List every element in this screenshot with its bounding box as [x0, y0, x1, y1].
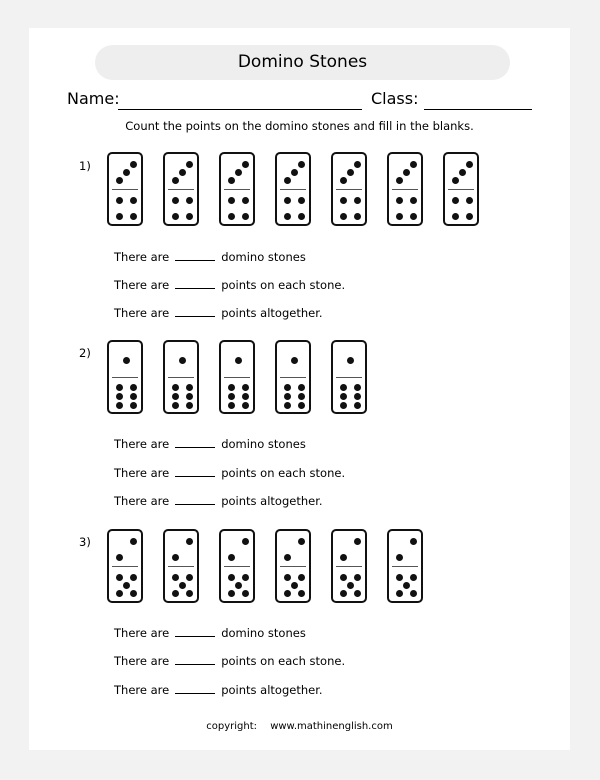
domino-pip	[354, 197, 361, 204]
answer-blank[interactable]	[175, 250, 215, 261]
line-suffix: points on each stone.	[221, 654, 346, 668]
domino-pip	[340, 197, 347, 204]
line-prefix: There are	[114, 626, 170, 640]
domino-pip	[354, 384, 361, 391]
domino-pip	[123, 169, 130, 176]
line-prefix: There are	[114, 494, 170, 508]
question-line	[114, 654, 345, 668]
domino-pip	[130, 197, 137, 204]
domino-divider	[224, 377, 250, 378]
domino-pip	[354, 161, 361, 168]
domino-stone	[107, 340, 143, 414]
domino-pip	[242, 197, 249, 204]
domino-stone	[331, 340, 367, 414]
domino-divider	[280, 189, 306, 190]
domino-pip	[116, 213, 123, 220]
line-prefix: There are	[114, 466, 170, 480]
domino-pip	[298, 161, 305, 168]
domino-pip	[242, 538, 249, 545]
domino-pip	[291, 582, 298, 589]
domino-pip	[186, 197, 193, 204]
domino-pip	[403, 169, 410, 176]
domino-pip	[354, 590, 361, 597]
domino-stone	[107, 152, 143, 226]
footer	[29, 721, 570, 732]
line-suffix: points on each stone.	[221, 278, 346, 292]
domino-stone	[331, 529, 367, 603]
domino-pip	[172, 197, 179, 204]
line-suffix: domino stones	[221, 250, 306, 264]
domino-pip	[228, 384, 235, 391]
domino-pip	[186, 574, 193, 581]
class-label: Class:	[371, 89, 419, 108]
domino-pip	[452, 197, 459, 204]
domino-stone	[163, 152, 199, 226]
domino-pip	[284, 393, 291, 400]
line-suffix: points on each stone.	[221, 466, 346, 480]
domino-pip	[354, 574, 361, 581]
domino-divider	[392, 566, 418, 567]
domino-pip	[284, 213, 291, 220]
domino-pip	[298, 197, 305, 204]
domino-pip	[284, 197, 291, 204]
domino-pip	[228, 393, 235, 400]
domino-pip	[116, 574, 123, 581]
domino-pip	[466, 197, 473, 204]
domino-pip	[242, 393, 249, 400]
domino-pip	[340, 554, 347, 561]
domino-pip	[340, 402, 347, 409]
domino-pip	[116, 393, 123, 400]
domino-pip	[396, 554, 403, 561]
domino-pip	[130, 538, 137, 545]
domino-pip	[116, 554, 123, 561]
domino-pip	[235, 357, 242, 364]
domino-pip	[186, 538, 193, 545]
domino-pip	[242, 213, 249, 220]
domino-pip	[410, 161, 417, 168]
domino-pip	[459, 169, 466, 176]
domino-pip	[396, 197, 403, 204]
domino-pip	[186, 402, 193, 409]
domino-pip	[452, 177, 459, 184]
domino-pip	[284, 384, 291, 391]
answer-blank[interactable]	[175, 626, 215, 637]
domino-pip	[396, 590, 403, 597]
domino-divider	[336, 377, 362, 378]
domino-pip	[179, 357, 186, 364]
domino-pip	[172, 574, 179, 581]
domino-pip	[228, 197, 235, 204]
answer-blank[interactable]	[175, 683, 215, 694]
domino-stone	[107, 529, 143, 603]
domino-pip	[340, 574, 347, 581]
line-prefix: There are	[114, 437, 170, 451]
domino-stone	[275, 152, 311, 226]
answer-blank[interactable]	[175, 278, 215, 289]
site-link[interactable]: www.mathinenglish.com	[270, 721, 393, 732]
domino-pip	[130, 384, 137, 391]
domino-pip	[242, 590, 249, 597]
domino-stone	[443, 152, 479, 226]
domino-divider	[224, 189, 250, 190]
domino-pip	[123, 357, 130, 364]
domino-pip	[347, 357, 354, 364]
answer-blank[interactable]	[175, 306, 215, 317]
domino-pip	[116, 197, 123, 204]
domino-pip	[452, 213, 459, 220]
domino-pip	[340, 213, 347, 220]
domino-pip	[172, 402, 179, 409]
domino-pip	[186, 213, 193, 220]
question-line	[114, 437, 306, 451]
domino-pip	[186, 161, 193, 168]
domino-stone	[219, 152, 255, 226]
worksheet-title: Domino Stones	[95, 45, 510, 80]
answer-blank[interactable]	[175, 494, 215, 505]
domino-divider	[224, 566, 250, 567]
worksheet-page	[29, 28, 570, 750]
domino-pip	[347, 169, 354, 176]
domino-pip	[172, 213, 179, 220]
question-line	[114, 494, 323, 508]
domino-pip	[298, 590, 305, 597]
question-line	[114, 306, 323, 320]
domino-divider	[168, 189, 194, 190]
domino-pip	[396, 177, 403, 184]
domino-stone	[163, 340, 199, 414]
domino-pip	[298, 393, 305, 400]
domino-pip	[284, 590, 291, 597]
domino-pip	[284, 574, 291, 581]
domino-divider	[112, 189, 138, 190]
domino-pip	[410, 574, 417, 581]
domino-pip	[396, 213, 403, 220]
domino-pip	[298, 384, 305, 391]
domino-divider	[168, 566, 194, 567]
domino-stone	[387, 152, 423, 226]
domino-pip	[186, 393, 193, 400]
domino-divider	[336, 566, 362, 567]
line-prefix: There are	[114, 250, 170, 264]
domino-pip	[410, 213, 417, 220]
domino-pip	[354, 213, 361, 220]
line-suffix: points altogether.	[221, 683, 323, 697]
domino-pip	[242, 574, 249, 581]
domino-pip	[116, 590, 123, 597]
domino-pip	[340, 590, 347, 597]
domino-stone	[219, 340, 255, 414]
domino-pip	[179, 169, 186, 176]
question-line	[114, 466, 345, 480]
line-prefix: There are	[114, 278, 170, 292]
domino-pip	[403, 582, 410, 589]
domino-pip	[172, 177, 179, 184]
domino-pip	[186, 384, 193, 391]
answer-blank[interactable]	[175, 437, 215, 448]
domino-pip	[242, 384, 249, 391]
domino-pip	[235, 582, 242, 589]
domino-pip	[466, 213, 473, 220]
domino-pip	[179, 582, 186, 589]
line-suffix: points altogether.	[221, 494, 323, 508]
domino-pip	[410, 590, 417, 597]
domino-divider	[280, 377, 306, 378]
domino-pip	[340, 393, 347, 400]
domino-pip	[116, 402, 123, 409]
domino-pip	[242, 161, 249, 168]
domino-pip	[228, 213, 235, 220]
domino-divider	[280, 566, 306, 567]
domino-pip	[123, 582, 130, 589]
domino-divider	[448, 189, 474, 190]
domino-pip	[410, 538, 417, 545]
question-number: 1)	[79, 159, 91, 173]
question-line	[114, 626, 306, 640]
domino-pip	[298, 538, 305, 545]
domino-pip	[410, 197, 417, 204]
domino-pip	[291, 357, 298, 364]
name-blank-line[interactable]	[118, 109, 362, 110]
domino-pip	[130, 213, 137, 220]
domino-pip	[340, 177, 347, 184]
domino-pip	[354, 393, 361, 400]
domino-pip	[284, 554, 291, 561]
class-blank-line[interactable]	[424, 109, 532, 110]
copyright-label: copyright:	[206, 721, 258, 732]
domino-pip	[291, 169, 298, 176]
domino-pip	[130, 161, 137, 168]
domino-divider	[336, 189, 362, 190]
domino-pip	[172, 590, 179, 597]
domino-pip	[284, 177, 291, 184]
domino-divider	[392, 189, 418, 190]
domino-pip	[228, 177, 235, 184]
domino-pip	[354, 402, 361, 409]
domino-pip	[298, 574, 305, 581]
domino-pip	[284, 402, 291, 409]
domino-stone	[275, 529, 311, 603]
domino-pip	[228, 402, 235, 409]
question-line	[114, 683, 323, 697]
domino-pip	[116, 384, 123, 391]
line-suffix: points altogether.	[221, 306, 323, 320]
domino-pip	[172, 554, 179, 561]
domino-pip	[298, 213, 305, 220]
answer-blank[interactable]	[175, 466, 215, 477]
domino-pip	[228, 574, 235, 581]
question-number: 3)	[79, 535, 91, 549]
domino-pip	[228, 554, 235, 561]
line-suffix: domino stones	[221, 437, 306, 451]
domino-pip	[396, 574, 403, 581]
domino-pip	[354, 538, 361, 545]
domino-pip	[116, 177, 123, 184]
answer-blank[interactable]	[175, 654, 215, 665]
domino-pip	[347, 582, 354, 589]
line-suffix: domino stones	[221, 626, 306, 640]
domino-stone	[387, 529, 423, 603]
domino-stone	[331, 152, 367, 226]
domino-divider	[112, 566, 138, 567]
domino-pip	[130, 590, 137, 597]
question-number: 2)	[79, 346, 91, 360]
domino-pip	[298, 402, 305, 409]
domino-pip	[130, 393, 137, 400]
domino-pip	[340, 384, 347, 391]
domino-pip	[130, 402, 137, 409]
domino-stone	[275, 340, 311, 414]
question-line	[114, 250, 306, 264]
domino-pip	[130, 574, 137, 581]
domino-pip	[466, 161, 473, 168]
domino-divider	[112, 377, 138, 378]
question-line	[114, 278, 345, 292]
line-prefix: There are	[114, 306, 170, 320]
domino-pip	[228, 590, 235, 597]
domino-stone	[219, 529, 255, 603]
name-label: Name:	[67, 89, 120, 108]
domino-pip	[172, 393, 179, 400]
instructions: Count the points on the domino stones and fill in the blanks.	[125, 119, 474, 133]
domino-pip	[186, 590, 193, 597]
domino-pip	[235, 169, 242, 176]
domino-pip	[242, 402, 249, 409]
domino-pip	[172, 384, 179, 391]
line-prefix: There are	[114, 654, 170, 668]
domino-stone	[163, 529, 199, 603]
line-prefix: There are	[114, 683, 170, 697]
domino-divider	[168, 377, 194, 378]
